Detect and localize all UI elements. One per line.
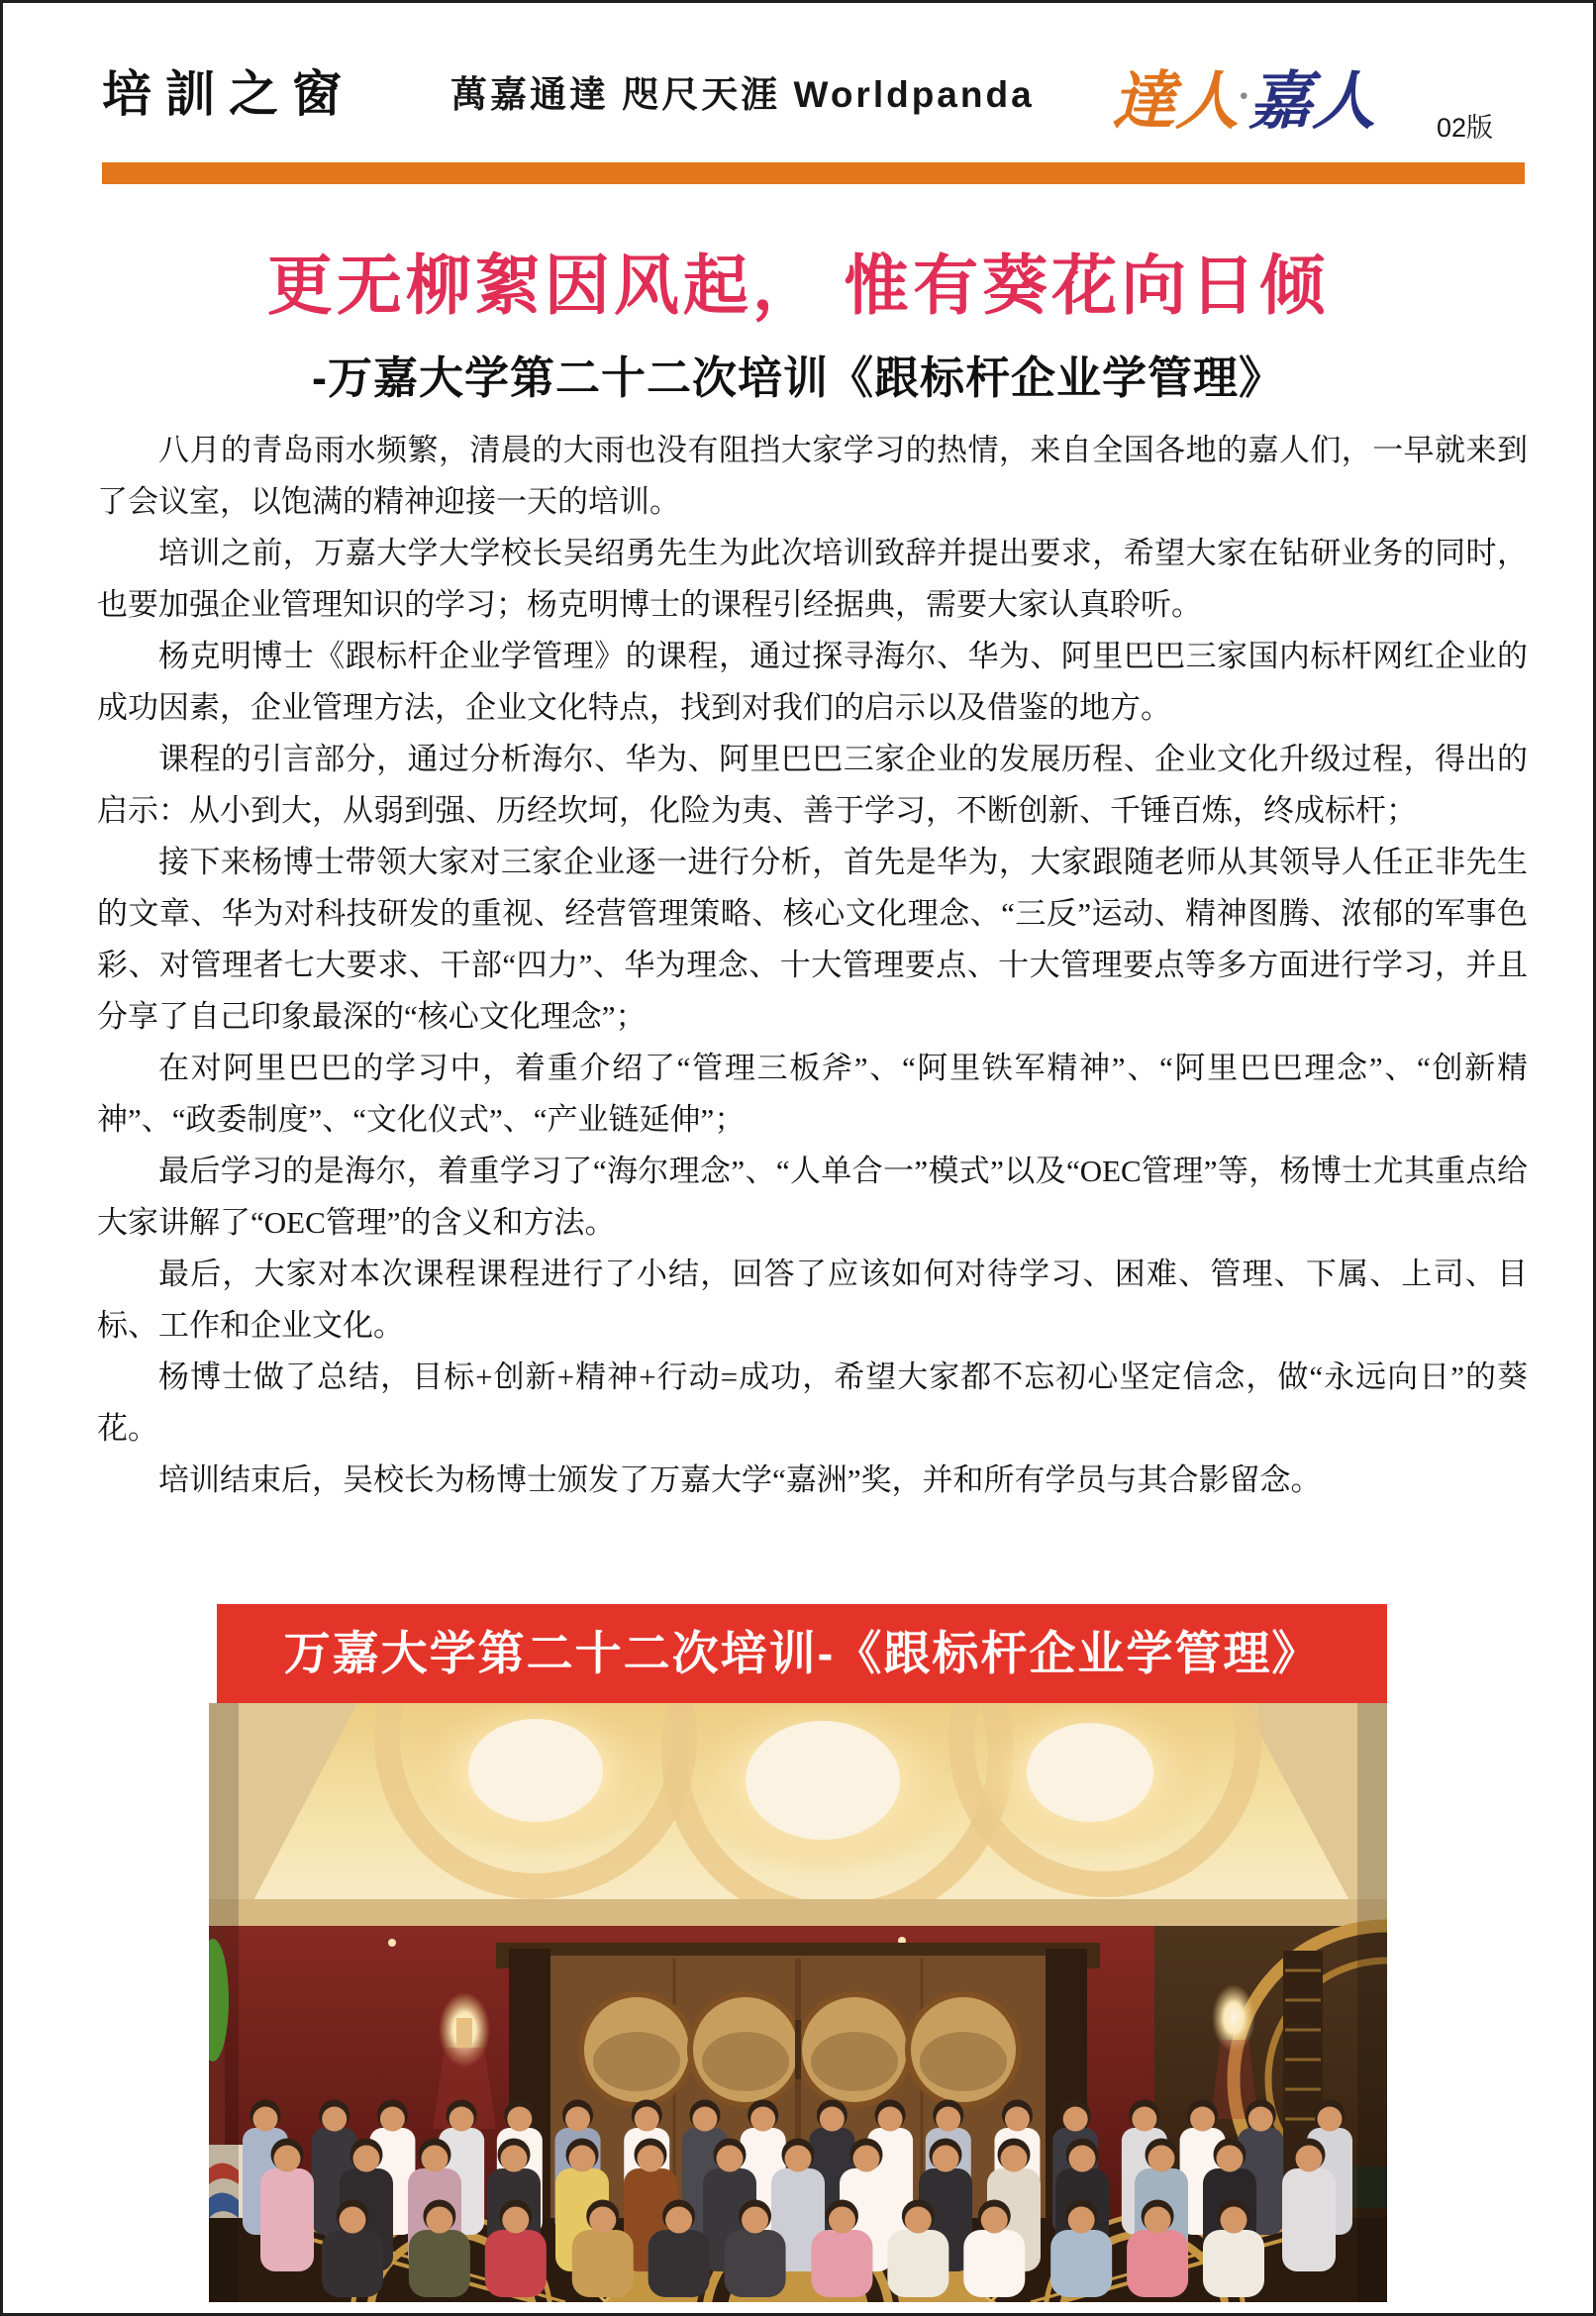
body-paragraph: 培训结束后，吴校长为杨博士颁发了万嘉大学“嘉洲”奖，并和所有学员与其合影留念。 [158,1462,1322,1497]
orange-divider [102,162,1525,184]
masthead-logo [1112,50,1375,142]
body-paragraph: 八月的青岛雨水频繁，清晨的大雨也没有阻挡大家学习的热情，来自全国各地的嘉人们，一早就来到了会议室，以饱满的精神迎接一天的培训。 [97,433,1528,519]
article-subtitle: -万嘉大学第二十二次培训《跟标杆企业学管理》 [312,352,1284,403]
logo-part-orange: 達人 [1112,66,1239,137]
body-paragraph: 最后学习的是海尔，着重学习了“海尔理念”、“人单合一”模式”以及“OEC管理”等，杨博士尤其重点给大家讲解了“OEC管理”的含义和方法。 [97,1154,1528,1240]
logo-dot: · [1239,73,1248,118]
section-title: 培訓之窗 [102,66,355,122]
group-photo [209,1703,1387,2302]
body-paragraph: 杨克明博士《跟标杆企业学管理》的课程，通过探寻海尔、华为、阿里巴巴三家国内标杆网红企业的成功因素，企业管理方法，企业文化特点，找到对我们的启示以及借鉴的地方。 [97,639,1528,725]
body-paragraph: 培训之前，万嘉大学大学校长吴绍勇先生为此次培训致辞并提出要求，希望大家在钻研业务的同时，也要加强企业管理知识的学习；杨克明博士的课程引经据典，需要大家认真聆听。 [97,536,1528,622]
article-body [97,425,1528,1506]
body-paragraph: 在对阿里巴巴的学习中，着重介绍了“管理三板斧”、“阿里铁军精神”、“阿里巴巴理念”、“创新精神”、“政委制度”、“文化仪式”、“产业链延伸”； [97,1051,1528,1137]
photo-caption-banner: 万嘉大学第二十二次培训-《跟标杆企业学管理》 [217,1604,1387,1703]
body-paragraph: 最后，大家对本次课程课程进行了小结，回答了应该如何对待学习、困难、管理、下属、上司、目标、工作和企业文化。 [97,1257,1528,1343]
body-paragraph: 杨博士做了总结，目标+创新+精神+行动=成功，希望大家都不忘初心坚定信念，做“永远向日”的葵花。 [97,1359,1528,1446]
article-title: 更无柳絮因风起， 惟有葵花向日倾 [266,249,1330,322]
body-paragraph: 课程的引言部分，通过分析海尔、华为、阿里巴巴三家企业的发展历程、企业文化升级过程，得出的启示：从小到大，从弱到强、历经坎坷，化险为夷、善于学习，不断创新、千锤百炼，终成标杆； [97,742,1528,828]
logo-part-blue: 嘉人 [1248,66,1375,137]
page-number: 02版 [1437,113,1494,143]
body-paragraph: 接下来杨博士带领大家对三家企业逐一进行分析，首先是华为，大家跟随老师从其领导人任正非先生的文章、华为对科技研发的重视、经营管理策略、核心文化理念、“三反”运动、精神图腾、浓郁的军事色彩、对管理者七大要求、干部“四力”、华为理念、十大管理要点、十大管理要点等多方面进行学习，并且分享了自己印象最深的“核心文化理念”； [97,845,1528,1034]
company-motto: 萬嘉通達 咫尺天涯 Worldpanda [450,74,1035,115]
